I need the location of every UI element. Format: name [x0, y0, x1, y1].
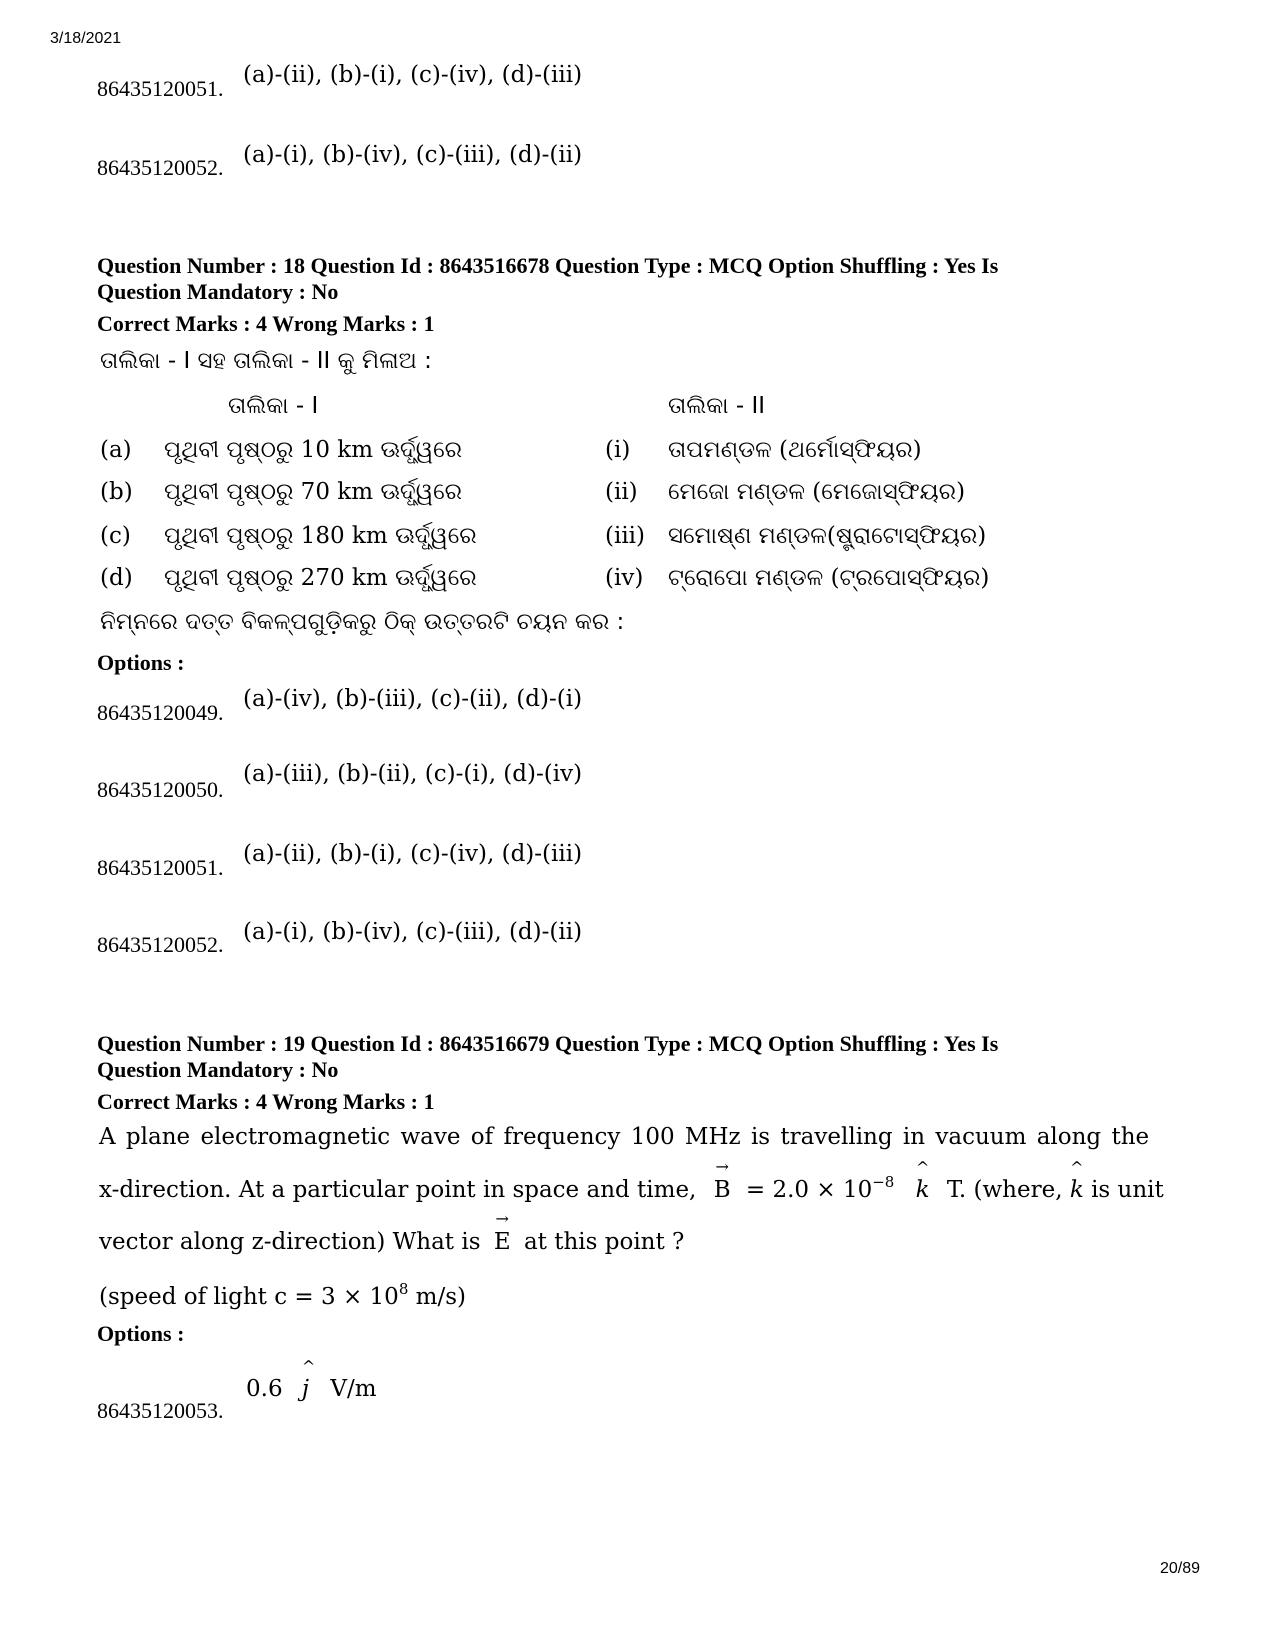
q19-option-1-value: 0.6	[246, 1376, 283, 1402]
q19-line3-b: at this point ?	[523, 1229, 685, 1255]
q19-header-line1: Question Number : 19 Question Id : 8643516679 Question Type : MCQ Option Shuffling : Yes Is	[97, 1031, 999, 1056]
q19-text-line4	[99, 1280, 466, 1310]
prev-option-1-id: 86435120051.	[97, 76, 224, 101]
q18-choose-instruction: ନିମ୍ନରେ ଦତ୍ତ ବିକଳ୍ପଗୁଡ଼ିକରୁ ଠିକ୍ ଉତ୍ତରଟି ଚୟନ କର :	[100, 609, 625, 635]
list1-label-b: (b)	[100, 479, 133, 505]
q18-option-2-id: 86435120050.	[97, 777, 224, 802]
q18-option-1-text: (a)-(iv), (b)-(iii), (c)-(ii), (d)-(i)	[243, 686, 583, 712]
q19-line3-a: vector along z-direction) What is	[99, 1229, 481, 1255]
vector-arrow-icon: →	[715, 1157, 729, 1176]
prev-option-2-text: (a)-(i), (b)-(iv), (c)-(iii), (d)-(ii)	[243, 142, 583, 168]
q18-header-line1: Question Number : 18 Question Id : 8643516678 Question Type : MCQ Option Shuffling : Yes Is	[97, 253, 999, 278]
q18-list2-title: ତାଲିକା - II	[668, 393, 766, 419]
q19-text-line2	[99, 1157, 1164, 1203]
q19-header-line2: Question Mandatory : No	[97, 1057, 339, 1082]
q18-option-2-text: (a)-(iii), (b)-(ii), (c)-(i), (d)-(iv)	[243, 761, 583, 787]
hat-icon: ^	[301, 1357, 316, 1376]
vector-B: → B	[713, 1157, 731, 1203]
list2-item-ii: ମେଜୋ ମଣ୍ଡଳ (ମେଜୋସ୍ଫିୟର)	[668, 479, 966, 505]
q18-option-3-id: 86435120051.	[97, 855, 224, 880]
list1-label-c: (c)	[100, 523, 131, 549]
list2-label-iii: (iii)	[605, 523, 646, 549]
q18-option-1-id: 86435120049.	[97, 700, 224, 725]
prev-option-1-text: (a)-(ii), (b)-(i), (c)-(iv), (d)-(iii)	[243, 62, 583, 88]
q19-text-line1: A plane electromagnetic wave of frequency 100 MHz is travelling in vacuum along the	[99, 1124, 1150, 1150]
q18-instruction: ତାଲିକା - I ସହ ତାଲିକା - II କୁ ମିଳାଅ :	[100, 348, 432, 374]
q19-option-1-unit: V/m	[330, 1376, 377, 1402]
q18-option-3-text: (a)-(ii), (b)-(i), (c)-(iv), (d)-(iii)	[243, 841, 583, 867]
q19-line4-a: (speed of light c = 3 × 10	[99, 1284, 399, 1310]
q18-option-4-id: 86435120052.	[97, 932, 224, 957]
vector-arrow-icon: →	[495, 1209, 509, 1228]
list2-item-iii: ସମୋଷ୍ଣ ମଣ୍ଡଳ(ଷ୍ଟ୍ରାଟୋସ୍ଫିୟର)	[668, 523, 987, 549]
hat-icon: ^	[1070, 1158, 1084, 1177]
print-date: 3/18/2021	[50, 30, 122, 47]
list1-item-b: ପୃଥିବୀ ପୃଷ୍ଠରୁ 70 km ଊର୍ଦ୍ଧ୍ୱରେ	[164, 479, 463, 505]
q19-line4-b: m/s)	[415, 1284, 467, 1310]
q19-line4-exp: 8	[398, 1280, 409, 1298]
q19-line2-eq: = 2.0 × 10	[745, 1177, 873, 1203]
list2-item-i: ତାପମଣ୍ଡଳ (ଥର୍ମୋସ୍ଫିୟର)	[668, 437, 922, 463]
q18-marks: Correct Marks : 4 Wrong Marks : 1	[97, 311, 435, 336]
q19-line2-a: x-direction. At a particular point in space and time,	[99, 1177, 697, 1203]
q19-marks: Correct Marks : 4 Wrong Marks : 1	[97, 1089, 435, 1114]
unit-vector-j: ^ j	[301, 1357, 316, 1402]
q19-line2-b: T. (where,	[946, 1177, 1063, 1203]
q19-line2-c: is unit	[1091, 1177, 1164, 1203]
list1-item-a: ପୃଥିବୀ ପୃଷ୍ଠରୁ 10 km ଊର୍ଦ୍ଧ୍ୱରେ	[164, 437, 463, 463]
list2-label-iv: (iv)	[605, 565, 644, 591]
page-number: 20/89	[1160, 1560, 1201, 1577]
q19-option-1-text	[246, 1357, 377, 1402]
hat-icon: ^	[915, 1158, 930, 1177]
vector-E: → E	[493, 1209, 511, 1255]
q19-line2-exp: −8	[872, 1173, 895, 1191]
prev-option-2-id: 86435120052.	[97, 155, 224, 180]
q18-options-label: Options :	[97, 650, 185, 675]
q18-option-4-text: (a)-(i), (b)-(iv), (c)-(iii), (d)-(ii)	[243, 919, 583, 945]
list1-item-d: ପୃଥିବୀ ପୃଷ୍ଠରୁ 270 km ଊର୍ଦ୍ଧ୍ୱରେ	[164, 565, 477, 591]
q19-options-label: Options :	[97, 1321, 185, 1346]
q19-text-line3	[99, 1209, 685, 1255]
list1-label-a: (a)	[100, 437, 132, 463]
list1-item-c: ପୃଥିବୀ ପୃଷ୍ଠରୁ 180 km ଊର୍ଦ୍ଧ୍ୱରେ	[164, 523, 477, 549]
list2-label-ii: (ii)	[605, 479, 638, 505]
q18-list1-title: ତାଲିକା - I	[228, 393, 319, 419]
unit-vector-k: ^ k	[915, 1158, 930, 1203]
q18-header-line2: Question Mandatory : No	[97, 279, 339, 304]
unit-vector-k2: ^ k	[1069, 1158, 1084, 1203]
list2-label-i: (i)	[605, 437, 631, 463]
list1-label-d: (d)	[100, 565, 133, 591]
list2-item-iv: ଟ୍ରୋପୋ ମଣ୍ଡଳ (ଟ୍ରପୋସ୍ଫିୟର)	[668, 565, 990, 591]
q19-option-1-id: 86435120053.	[97, 1398, 224, 1423]
